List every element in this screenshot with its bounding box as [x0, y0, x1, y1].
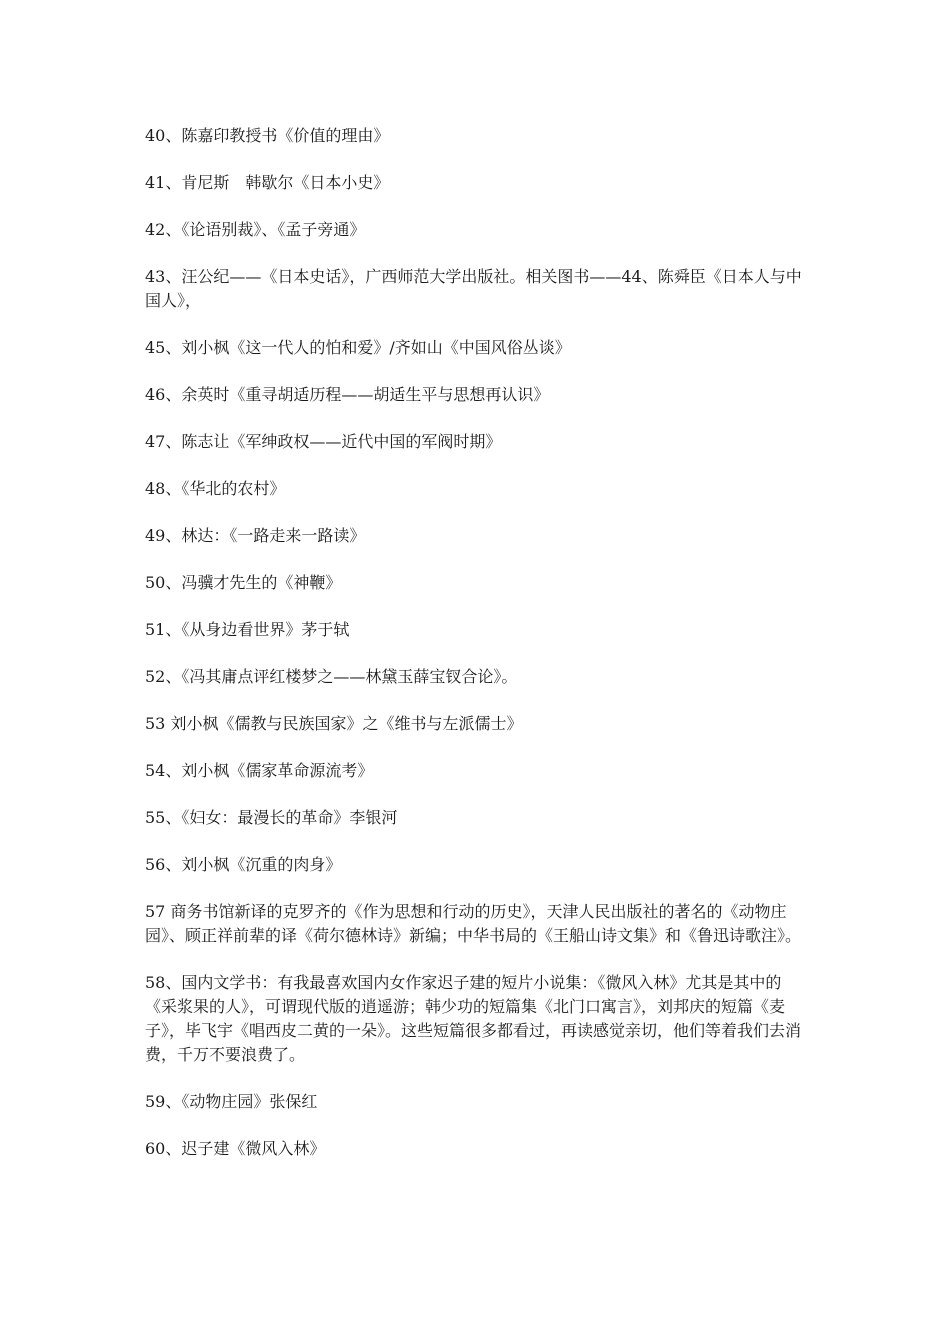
list-item: 54、刘小枫《儒家革命源流考》: [145, 761, 374, 780]
list-item: 52、《冯其庸点评红楼梦之——林黛玉薛宝钗合论》。: [145, 667, 518, 686]
list-item: 57 商务书馆新译的克罗齐的《作为思想和行动的历史》，天津人民出版社的著名的《动物庄园》、顾正祥前辈的译《荷尔德林诗》新编；中华书局的《王船山诗文集》和《鲁迅诗歌注》。: [145, 902, 802, 945]
list-item: 50、冯骥才先生的《神鞭》: [145, 573, 342, 592]
list-item: 40、陈嘉印教授书《价值的理由》: [145, 126, 390, 145]
list-item: 46、余英时《重寻胡适历程——胡适生平与思想再认识》: [145, 385, 550, 404]
list-item: 58、国内文学书：有我最喜欢国内女作家迟子建的短片小说集：《微风入林》尤其是其中的《采浆果的人》，可谓现代版的逍遥游；韩少功的短篇集《北门口寓言》，刘邦庆的短篇《麦子》，毕飞宇《唱西皮二黄的一朵》。这些短篇很多都看过，再读感觉亲切，他们等着我们去消费，千万不要浪费了。: [145, 973, 802, 1064]
list-item: 55、《妇女：最漫长的革命》李银河: [145, 808, 398, 827]
list-item: 49、林达：《一路走来一路读》: [145, 526, 366, 545]
list-item: 48、《华北的农村》: [145, 479, 286, 498]
list-item: 59、《动物庄园》张保红: [145, 1092, 318, 1111]
list-item: 60、迟子建《微风入林》: [145, 1139, 326, 1158]
list-item: 47、陈志让《军绅政权——近代中国的军阀时期》: [145, 432, 502, 451]
list-item: 51、《从身边看世界》茅于轼: [145, 620, 350, 639]
book-list: [145, 124, 813, 1184]
list-item: 53 刘小枫《儒教与民族国家》之《维书与左派儒士》: [145, 714, 523, 733]
list-item: 41、肯尼斯 韩歇尔《日本小史》: [145, 173, 390, 192]
list-item: 43、汪公纪——《日本史话》，广西师范大学出版社。相关图书——44、陈舜臣《日本人与中国人》，: [145, 267, 802, 310]
list-item: 56、刘小枫《沉重的肉身》: [145, 855, 342, 874]
list-item: 45、刘小枫《这一代人的怕和爱》/齐如山《中国风俗丛谈》: [145, 338, 571, 357]
list-item: 42、《论语别裁》、《孟子旁通》: [145, 220, 366, 239]
